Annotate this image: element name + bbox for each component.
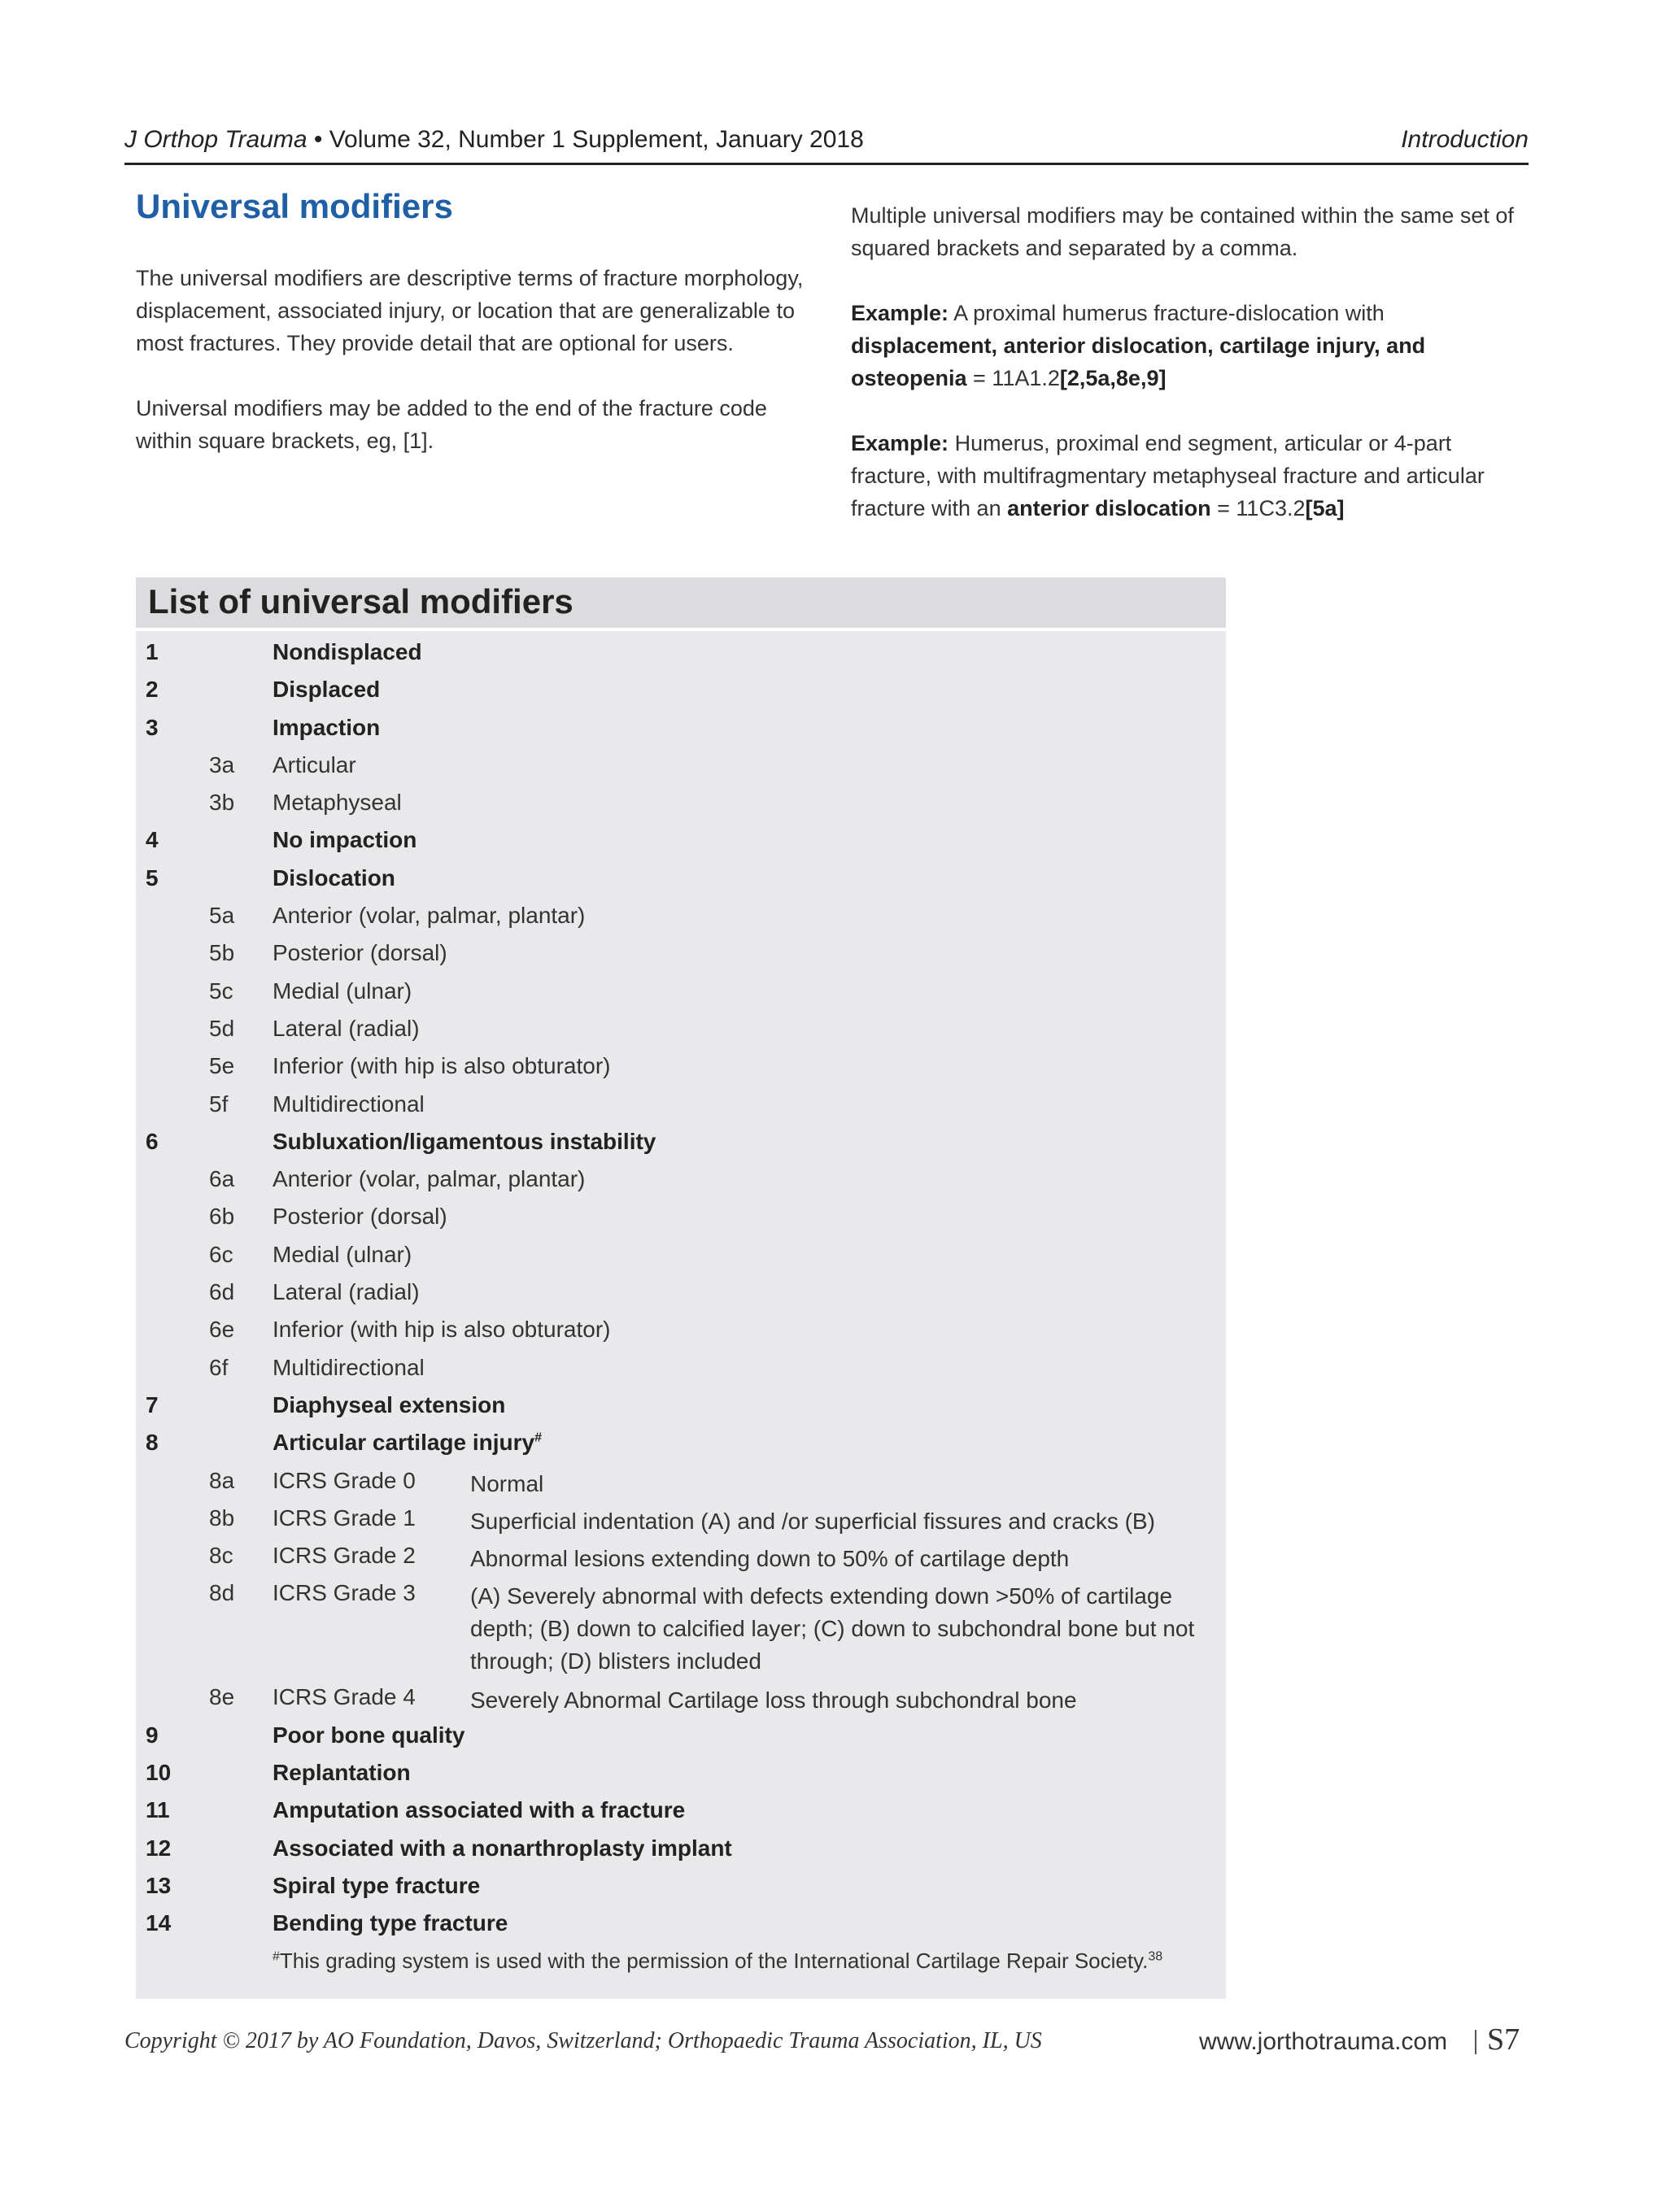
modifier-number: 12 (146, 1835, 172, 1861)
modifier-label-text: Anterior (volar, palmar, plantar) (273, 903, 586, 929)
modifier-row (136, 1124, 1226, 1161)
volume-info: • Volume 32, Number 1 Supplement, January 2018 (307, 126, 864, 153)
sub-modifier-code: 8a (209, 1467, 235, 1493)
modifier-label-text: Amputation associated with a fracture (273, 1797, 686, 1823)
sub-modifier-row (136, 898, 1226, 935)
modifier-number: 6 (146, 1128, 159, 1154)
modifier-label-text: Articular cartilage injury (273, 1430, 535, 1456)
modifier-label-text: Posterior (dorsal) (273, 940, 447, 966)
sub-modifier-code: 5c (209, 978, 233, 1004)
modifier-label-text: No impaction (273, 827, 417, 853)
modifier-number: 3 (146, 714, 159, 740)
icrs-grade-description: Normal (470, 1470, 544, 1496)
modifier-number: 1 (146, 639, 159, 664)
modifier-label (273, 1430, 542, 1456)
example-2-text: Humerus, proximal end segment, articular or 4-part fracture, with multifragmentary metaphyseal fracture and articular fracture with an (851, 431, 1485, 520)
modifier-label-text: Impaction (273, 714, 381, 740)
modifier-number: 8 (146, 1430, 159, 1456)
modifier-number: 4 (146, 827, 159, 853)
modifier-label (273, 639, 422, 665)
modifier-label (273, 1091, 425, 1117)
page-number: S7 (1487, 2023, 1520, 2057)
sub-modifier-code: 8b (209, 1504, 235, 1531)
example-2-bold: anterior dislocation (1007, 496, 1211, 520)
modifier-row (136, 1831, 1226, 1868)
sub-modifier-row (136, 1011, 1226, 1048)
modifier-row (136, 1868, 1226, 1905)
footnote (273, 1949, 1162, 1974)
icrs-grade-description: (A) Severely abnormal with defects extending down >50% of cartilage depth; (B) down to calcified layer; (C) down to subchondral bone but not through; (D) blisters included (470, 1583, 1195, 1674)
sub-modifier-row (136, 1312, 1226, 1349)
modifier-label-text: Medial (ulnar) (273, 978, 412, 1004)
modifier-label (273, 790, 402, 816)
modifier-label (273, 978, 412, 1004)
modifier-row (136, 1905, 1226, 1943)
sub-modifier-row (136, 747, 1226, 785)
footnote-text: This grading system is used with the permission of the International Cartilage Repair Society. (279, 1948, 1149, 1973)
modifier-number: 14 (146, 1910, 172, 1936)
sub-modifier-code: 6d (209, 1279, 235, 1305)
journal-website: www.jorthotrauma.com (1199, 2028, 1448, 2055)
sub-modifier-code: 5e (209, 1053, 235, 1079)
example-2-eq: = 11C3.2 (1210, 496, 1306, 520)
sub-modifier-row (136, 1161, 1226, 1199)
icrs-grade: ICRS Grade 0 (273, 1467, 416, 1493)
sub-modifier-row (136, 1463, 1226, 1500)
modifier-label-text: Multidirectional (273, 1091, 425, 1117)
modifiers-list (136, 634, 1226, 1981)
sub-modifier-row (136, 1048, 1226, 1086)
modifier-label-text: Bending type fracture (273, 1910, 508, 1936)
modifier-label-text: Medial (ulnar) (273, 1241, 412, 1267)
modifier-label (273, 715, 380, 741)
sub-modifier-code: 6b (209, 1204, 235, 1230)
modifier-row (136, 1755, 1226, 1792)
sub-modifier-row (136, 785, 1226, 822)
modifier-label (273, 1016, 420, 1042)
section-name: Introduction (1401, 126, 1529, 153)
modifier-label-text: Diaphyseal extension (273, 1391, 506, 1417)
example-1 (851, 297, 1534, 394)
sub-modifier-row (136, 1274, 1226, 1312)
modifier-label-text: Subluxation/ligamentous instability (273, 1128, 656, 1154)
icrs-grade: ICRS Grade 2 (273, 1543, 416, 1569)
sub-modifier-code: 6e (209, 1317, 235, 1343)
footnote-marker: # (534, 1430, 543, 1445)
intro-right-column (851, 199, 1534, 557)
modifier-label (273, 677, 380, 703)
example-2-label: Example: (851, 431, 949, 455)
sub-modifier-code: 6a (209, 1166, 235, 1192)
footnote-mark: # (273, 1949, 280, 1963)
list-title-bar (136, 577, 1226, 631)
modifier-label-text: Inferior (with hip is also obturator) (273, 1053, 611, 1079)
intro-left-column (136, 187, 819, 490)
modifier-label (273, 1166, 585, 1192)
sub-modifier-row (136, 1679, 1226, 1717)
modifier-label (273, 1873, 480, 1899)
running-header (124, 122, 1529, 165)
modifier-number: 13 (146, 1872, 172, 1898)
modifier-number: 5 (146, 864, 159, 890)
list-title: List of universal modifiers (148, 582, 574, 620)
modifier-label (273, 865, 395, 891)
sub-modifier-code: 3a (209, 751, 235, 777)
footer-divider (1475, 2030, 1476, 2054)
modifiers-list-box (136, 577, 1226, 1999)
icrs-grade: ICRS Grade 3 (273, 1580, 416, 1606)
sub-modifier-row (136, 973, 1226, 1011)
modifier-label (273, 903, 585, 929)
modifier-row (136, 1792, 1226, 1830)
icrs-grade: ICRS Grade 4 (273, 1684, 416, 1710)
intro-paragraph-2: Universal modifiers may be added to the end of the fracture code within square brackets, eg, [1]. (136, 396, 767, 453)
sub-modifier-code: 6c (209, 1241, 233, 1267)
modifier-row (136, 822, 1226, 860)
example-2-code: [5a] (1305, 496, 1345, 520)
sub-modifier-code: 5d (209, 1015, 235, 1041)
modifier-label-text: Dislocation (273, 864, 395, 890)
example-1-eq: = 11A1.2 (966, 366, 1060, 390)
intro-paragraph-3: Multiple universal modifiers may be contained within the same set of squared brackets and separated by a comma. (851, 203, 1514, 260)
example-1-text: A proximal humerus fracture-dislocation with (949, 301, 1385, 325)
modifier-label-text: Nondisplaced (273, 639, 422, 664)
sub-modifier-row (136, 1538, 1226, 1575)
modifier-row (136, 1718, 1226, 1755)
modifier-row (136, 860, 1226, 898)
sub-modifier-row (136, 1350, 1226, 1387)
modifier-label (273, 940, 447, 966)
modifier-label-text: Metaphyseal (273, 790, 402, 816)
journal-citation (124, 126, 864, 154)
icrs-grade: ICRS Grade 1 (273, 1504, 416, 1531)
modifier-label (273, 1910, 508, 1936)
modifier-label-text: Spiral type fracture (273, 1872, 481, 1898)
modifier-label (273, 1242, 412, 1268)
modifier-label (273, 827, 416, 853)
sub-modifier-row (136, 935, 1226, 973)
modifier-label-text: Posterior (dorsal) (273, 1204, 447, 1230)
modifier-label-text: Anterior (volar, palmar, plantar) (273, 1166, 586, 1192)
journal-name: J Orthop Trauma (124, 126, 307, 153)
sub-modifier-code: 3b (209, 790, 235, 816)
modifier-label (273, 752, 356, 778)
sub-modifier-code: 8e (209, 1684, 235, 1710)
copyright-notice: Copyright © 2017 by AO Foundation, Davos, Switzerland; Orthopaedic Trauma Association, IL, US (124, 2028, 1042, 2053)
modifier-row (136, 1387, 1226, 1425)
modifier-number: 9 (146, 1722, 159, 1748)
sub-modifier-row (136, 1086, 1226, 1124)
modifier-label (273, 1722, 464, 1748)
example-1-label: Example: (851, 301, 949, 325)
modifier-label (273, 1355, 425, 1381)
modifier-label (273, 1797, 685, 1823)
sub-modifier-code: 5b (209, 940, 235, 966)
sub-modifier-row (136, 1575, 1226, 1679)
modifier-number: 10 (146, 1760, 172, 1786)
icrs-grade-description: Severely Abnormal Cartilage loss through subchondral bone (470, 1687, 1077, 1713)
sub-modifier-code: 5f (209, 1091, 229, 1117)
sub-modifier-row (136, 1237, 1226, 1274)
footnote-row (136, 1944, 1226, 1981)
modifier-label (273, 1835, 732, 1861)
modifier-label-text: Lateral (radial) (273, 1279, 420, 1305)
modifier-label-text: Articular (273, 751, 356, 777)
modifier-row (136, 634, 1226, 672)
sub-modifier-code: 6f (209, 1354, 229, 1380)
sub-modifier-row (136, 1500, 1226, 1538)
example-2 (851, 427, 1534, 525)
example-1-bold: displacement, anterior dislocation, cartilage injury, and osteopenia (851, 333, 1426, 390)
sub-modifier-row (136, 1199, 1226, 1236)
modifier-label-text: Multidirectional (273, 1354, 425, 1380)
modifier-label (273, 1204, 447, 1230)
modifier-label (273, 1053, 611, 1079)
sub-modifier-code: 5a (209, 903, 235, 929)
icrs-grade-description: Superficial indentation (A) and /or superficial fissures and cracks (B) (470, 1508, 1155, 1534)
modifier-label (273, 1760, 411, 1786)
modifier-number: 2 (146, 677, 159, 703)
modifier-number: 11 (146, 1797, 170, 1823)
intro-paragraph-1: The universal modifiers are descriptive terms of fracture morphology, displacement, associated injury, or location that are generalizable to most fractures. They provide detail that are optional for users. (136, 266, 804, 355)
sub-modifier-code: 8c (209, 1543, 233, 1569)
modifier-label-text: Inferior (with hip is also obturator) (273, 1317, 611, 1343)
modifier-label-text: Associated with a nonarthroplasty implant (273, 1835, 732, 1861)
footnote-reference: 38 (1148, 1949, 1163, 1963)
modifier-label (273, 1317, 611, 1343)
example-1-code: [2,5a,8e,9] (1059, 366, 1167, 390)
modifier-label (273, 1129, 656, 1155)
modifier-row (136, 672, 1226, 709)
section-title: Universal modifiers (136, 187, 453, 225)
modifier-label (273, 1392, 505, 1418)
modifier-number: 7 (146, 1391, 159, 1417)
modifier-row (136, 710, 1226, 747)
sub-modifier-code: 8d (209, 1580, 235, 1606)
modifier-label-text: Replantation (273, 1760, 411, 1786)
modifier-label-text: Poor bone quality (273, 1722, 465, 1748)
modifier-label-text: Displaced (273, 677, 381, 703)
modifier-label (273, 1279, 420, 1305)
modifier-row (136, 1425, 1226, 1462)
modifier-label-text: Lateral (radial) (273, 1015, 420, 1041)
icrs-grade-description: Abnormal lesions extending down to 50% of cartilage depth (470, 1546, 1070, 1572)
